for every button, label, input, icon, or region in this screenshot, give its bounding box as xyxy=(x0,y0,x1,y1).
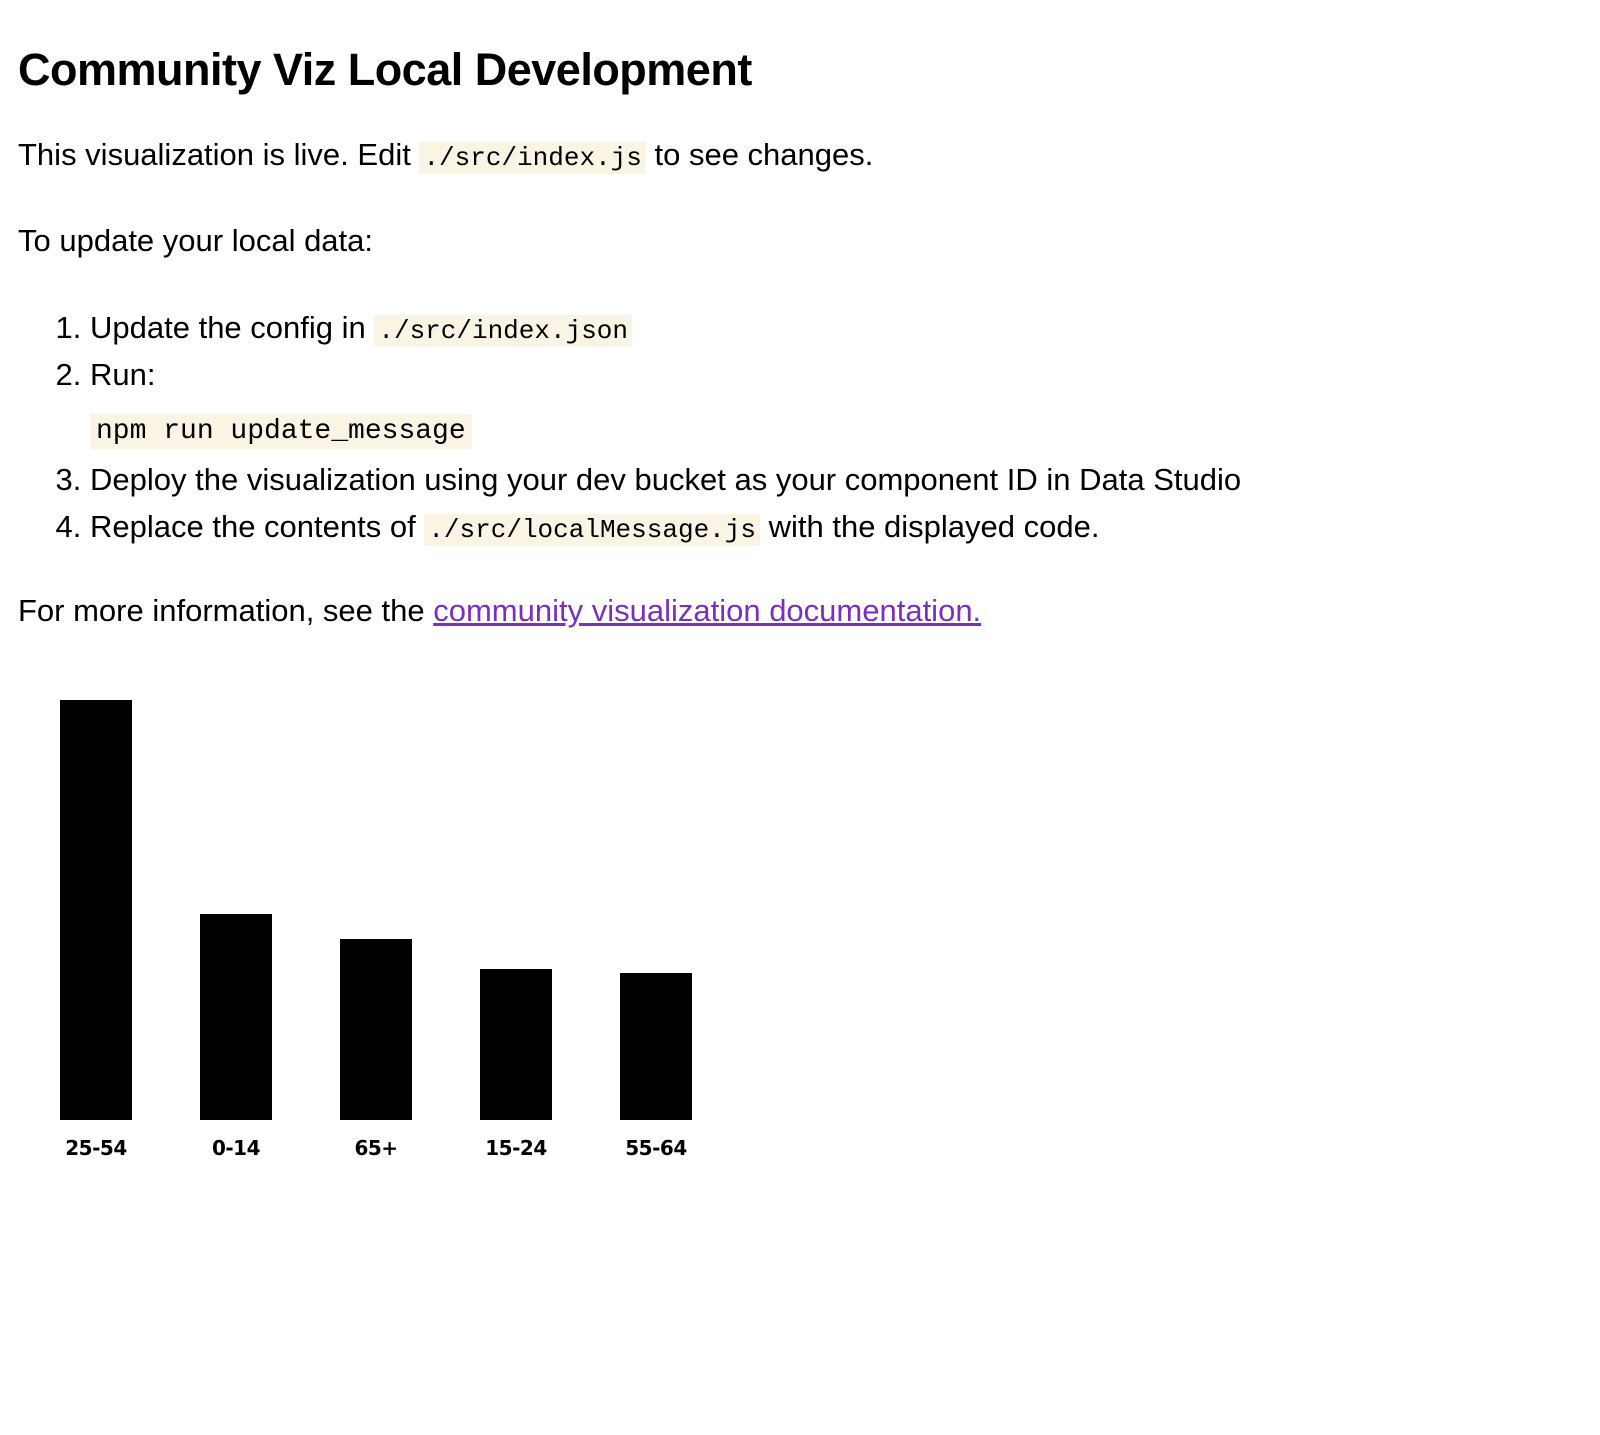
index-js-code: ./src/index.js xyxy=(419,142,645,174)
steps-list xyxy=(18,306,1580,550)
bar-label-65+: 65+ xyxy=(354,1135,398,1160)
bar-label-25-54: 25-54 xyxy=(65,1135,127,1160)
list-item xyxy=(90,458,1580,503)
bar-chart-plot-area xyxy=(54,690,814,1160)
bar-label-15-24: 15-24 xyxy=(485,1135,547,1160)
step-4-suffix: with the displayed code. xyxy=(759,509,1100,545)
page-title: Community Viz Local Development xyxy=(18,44,752,95)
index-json-code: ./src/index.json xyxy=(374,315,632,347)
update-lead-paragraph: To update your local data: xyxy=(18,222,374,258)
bar-label-0-14: 0-14 xyxy=(211,1135,261,1160)
step-1-prefix: Update the config in xyxy=(90,309,375,345)
local-message-js-code: ./src/localMessage.js xyxy=(424,514,760,546)
more-info-paragraph xyxy=(18,590,1580,632)
bar-65+ xyxy=(340,939,412,1120)
bar-label-55-64: 55-64 xyxy=(625,1135,687,1160)
list-item xyxy=(90,505,1580,550)
step-4-prefix: Replace the contents of xyxy=(90,509,425,545)
intro-paragraph xyxy=(18,134,1580,176)
list-item xyxy=(90,306,1580,351)
bar-0-14 xyxy=(200,914,272,1120)
npm-command-code: npm run update_message xyxy=(90,414,472,449)
more-info-prefix: For more information, see the xyxy=(18,593,434,629)
bar-15-24 xyxy=(480,969,552,1120)
intro-prefix-text: This visualization is live. Edit xyxy=(18,136,420,172)
bar-chart xyxy=(18,690,1580,1210)
intro-suffix-text: to see changes. xyxy=(645,136,874,172)
step-2-prefix: Run: xyxy=(90,356,156,392)
bar-25-54 xyxy=(60,700,132,1120)
command-line xyxy=(90,406,1580,453)
list-item xyxy=(90,353,1580,453)
community-visualization-documentation-link[interactable]: community visualization documentation. xyxy=(433,593,982,629)
bar-55-64 xyxy=(620,973,692,1120)
step-3-prefix: Deploy the visualization using your dev bucket as your component ID in Data Studio xyxy=(90,462,1242,498)
